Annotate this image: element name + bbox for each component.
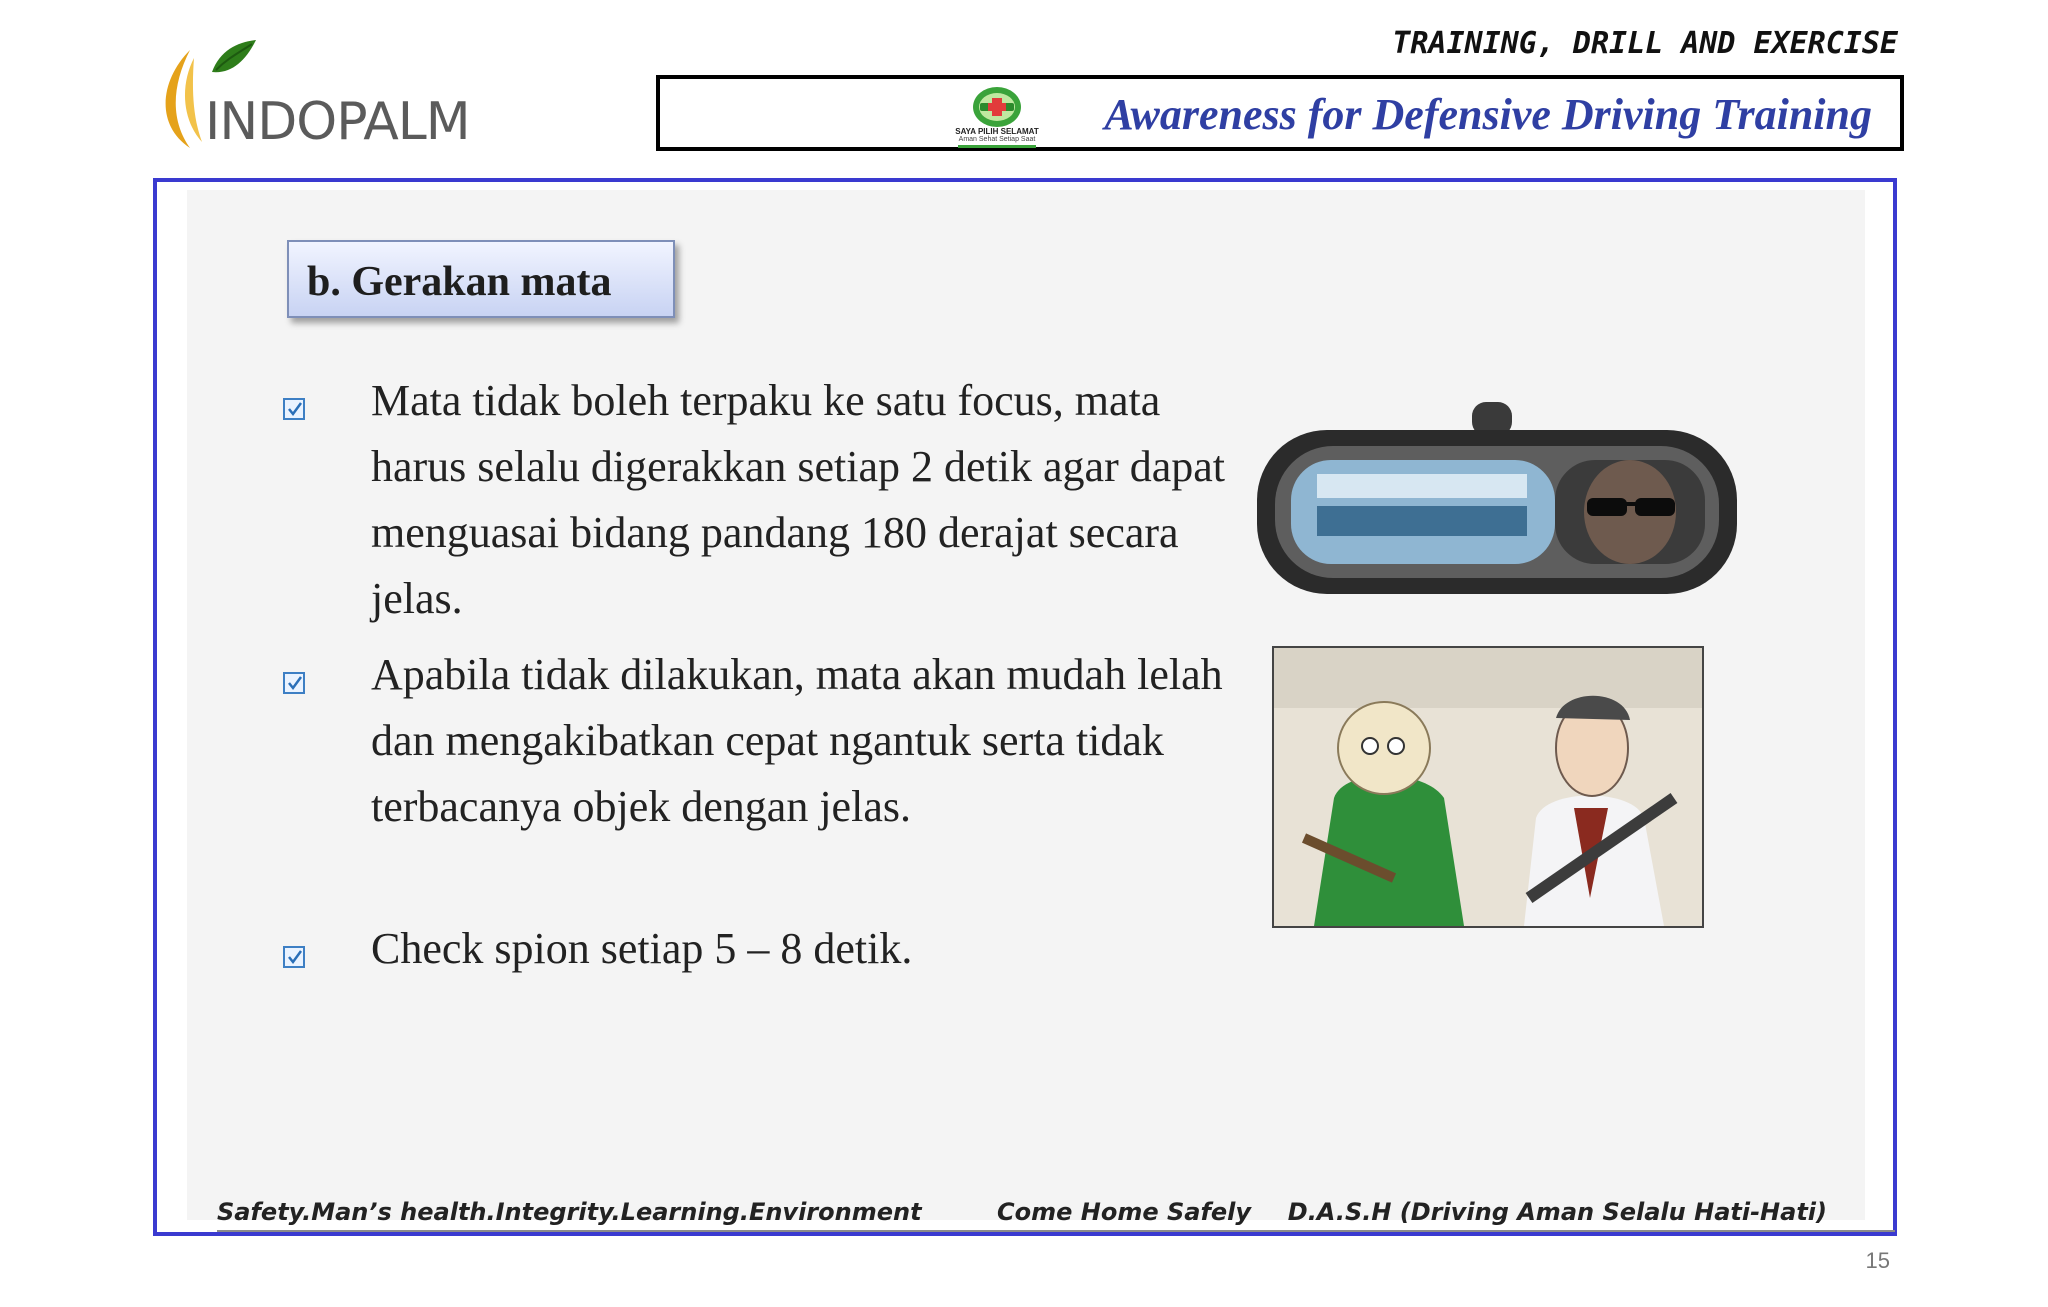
checkbox-icon [283, 672, 305, 694]
bullet-text: Check spion setiap 5 – 8 detik. [371, 924, 913, 973]
checkbox-icon [283, 946, 305, 968]
rearview-mirror-illustration [1247, 402, 1747, 602]
rearview-mirror-icon [1247, 402, 1747, 602]
car-passengers-cartoon [1272, 646, 1704, 928]
slide-content [187, 190, 1865, 1226]
footer-values: Safety.Man’s health.Integrity.Learning.Environment [217, 1198, 922, 1226]
bullet-item [247, 916, 1247, 986]
logo-text: INDOPALM [205, 92, 470, 152]
section-heading-box [287, 240, 675, 318]
bullet-text: Apabila tidak dilakukan, mata akan mudah lelah dan mengakibatkan cepat ngantuk serta tidak terbacanya objek dengan jelas. [371, 650, 1223, 831]
bullet-item [247, 368, 1247, 638]
footer-divider [217, 1230, 1895, 1232]
course-title: Awareness for Defensive Driving Training [1104, 90, 1872, 139]
bullet-item [247, 642, 1247, 912]
section-title: b. Gerakan mata [307, 259, 612, 305]
footer-motto: Come Home Safely [997, 1198, 1252, 1226]
page-number: 15 [1865, 1248, 1890, 1273]
slide-frame [153, 178, 1897, 1236]
bullet-text: Mata tidak boleh terpaku ke satu focus, mata harus selalu digerakkan setiap 2 detik agar dapat menguasai bidang pandang 180 derajat secara jelas. [371, 376, 1226, 623]
badge-tagline: Aman Sehat Setiap Saat [958, 136, 1036, 143]
passengers-cartoon-icon [1274, 648, 1702, 926]
checkbox-icon [283, 398, 305, 420]
badge-slogan: SAYA PILIH SELAMAT [955, 127, 1039, 136]
footer-dash: D.A.S.H (Driving Aman Selalu Hati-Hati) [1287, 1198, 1827, 1226]
document-type-label: TRAINING, DRILL AND EXERCISE [1392, 26, 1898, 61]
course-title-box [656, 75, 1904, 151]
